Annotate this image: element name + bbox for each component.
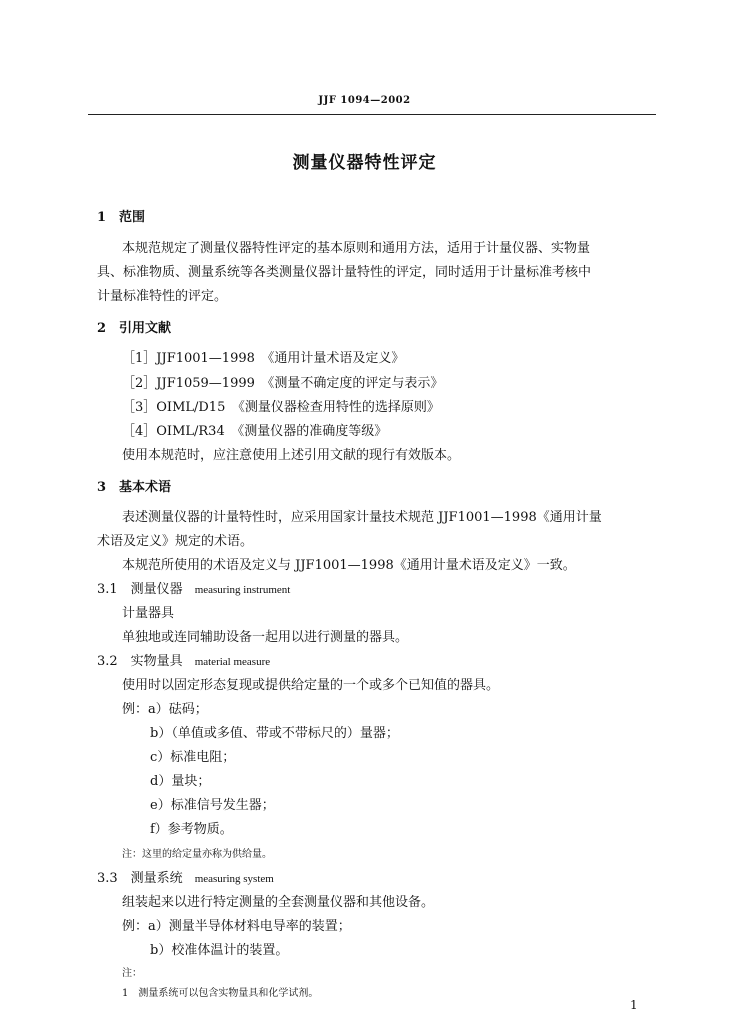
term-3-2-note: 注：这里的给定量亦称为供给量。 bbox=[122, 849, 272, 860]
reference-item: ［1］JJF1001—1998 《通用计量术语及定义》 bbox=[122, 351, 405, 366]
term-3-3-label: 3.3 测量系统 bbox=[97, 871, 183, 886]
term-3-1-english: measuring instrument bbox=[194, 584, 291, 596]
example-item: 例：a）测量半导体材料电导率的装置； bbox=[122, 919, 351, 934]
example-item: c）标准电阻； bbox=[150, 750, 236, 765]
section-1-line-1: 本规范规定了测量仪器特性评定的基本原则和通用方法，适用于计量仪器、实物量 bbox=[122, 241, 591, 256]
section-3-line-1: 表述测量仪器的计量特性时，应采用国家计量技术规范 JJF1001—1998《通用计量 bbox=[122, 510, 602, 525]
section-3-line-3: 本规范所使用的术语及定义与 JJF1001—1998《通用计量术语及定义》一致。 bbox=[122, 558, 576, 573]
term-3-2-label: 3.2 实物量具 bbox=[97, 654, 183, 669]
term-3-1-alias: 计量器具 bbox=[122, 606, 175, 621]
section-1-line-2: 具、标准物质、测量系统等各类测量仪器计量特性的评定，同时适用于计量标准考核中 bbox=[97, 265, 592, 280]
term-3-1-label: 3.1 测量仪器 bbox=[97, 582, 183, 597]
example-item: 例：a）砝码； bbox=[122, 702, 208, 717]
example-item: e）标准信号发生器； bbox=[150, 798, 275, 813]
example-item: b）（单值或多值、带或不带标尺的）量器； bbox=[150, 726, 399, 741]
reference-item: ［3］OIML/D15 《测量仪器检查用特性的选择原则》 bbox=[122, 400, 440, 415]
example-item: d）量块； bbox=[150, 774, 211, 789]
page-title: 测量仪器特性评定 bbox=[292, 153, 437, 173]
header-rule bbox=[88, 114, 656, 115]
term-3-3-english: measuring system bbox=[194, 873, 274, 885]
term-3-3 bbox=[97, 867, 274, 886]
section-1-heading: 1 范围 bbox=[97, 210, 146, 225]
running-header: JJF 1094—2002 bbox=[318, 95, 411, 106]
term-3-2 bbox=[97, 650, 270, 669]
term-3-3-note-label: 注： bbox=[122, 968, 142, 979]
term-3-2-english: material measure bbox=[194, 656, 271, 668]
term-3-3-definition: 组装起来以进行特定测量的全套测量仪器和其他设备。 bbox=[122, 895, 435, 910]
section-1-line-3: 计量标准特性的评定。 bbox=[97, 289, 228, 304]
reference-item: ［4］OIML/R34 《测量仪器的准确度等级》 bbox=[122, 424, 388, 439]
term-3-1 bbox=[97, 578, 290, 597]
section-3-heading: 3 基本术语 bbox=[97, 480, 172, 495]
example-item: b）校准体温计的装置。 bbox=[150, 943, 289, 958]
reference-note: 使用本规范时，应注意使用上述引用文献的现行有效版本。 bbox=[122, 448, 461, 463]
example-item: f）参考物质。 bbox=[150, 822, 233, 837]
section-3-line-2: 术语及定义》规定的术语。 bbox=[97, 534, 254, 549]
section-2-heading: 2 引用文献 bbox=[97, 321, 172, 336]
term-3-3-note-1: 1 测量系统可以包含实物量具和化学试剂。 bbox=[122, 988, 319, 999]
term-3-2-definition: 使用时以固定形态复现或提供给定量的一个或多个已知值的器具。 bbox=[122, 678, 500, 693]
reference-item: ［2］JJF1059—1999 《测量不确定度的评定与表示》 bbox=[122, 376, 444, 391]
page-number: 1 bbox=[630, 998, 638, 1012]
term-3-1-definition: 单独地或连同辅助设备一起用以进行测量的器具。 bbox=[122, 630, 409, 645]
